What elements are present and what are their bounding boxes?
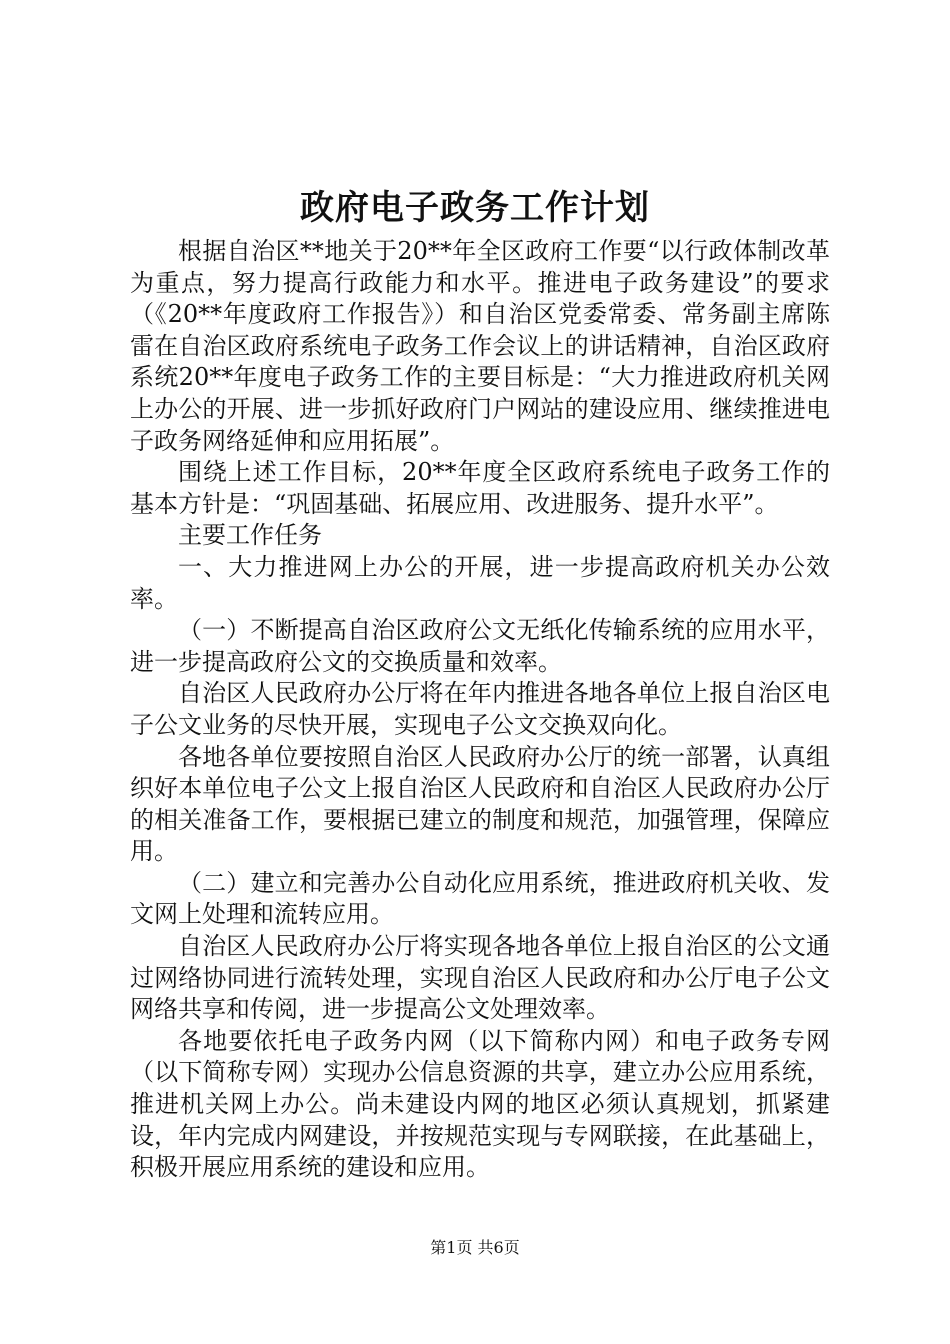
paragraph: 各地要依托电子政务内网（以下简称内网）和电子政务专网（以下简称专网）实现办公信息资源的共享，建立办公应用系统，推进机关网上办公。尚未建设内网的地区必须认真规划，抓紧建设，年内完成内网建设，并按规范实现与专网联接，在此基础上，积极开展应用系统的建设和应用。 (130, 1026, 830, 1182)
paragraph: 各地各单位要按照自治区人民政府办公厅的统一部署，认真组织好本单位电子公文上报自治区人民政府和自治区人民政府办公厅的相关准备工作，要根据已建立的制度和规范，加强管理，保障应用。 (130, 742, 830, 866)
page-footer: 第1页 共6页 (430, 1238, 520, 1257)
section-heading-main-tasks: 主要工作任务 (178, 521, 322, 550)
subsection-heading-1-1: （一）不断提高自治区政府公文无纸化传输系统的应用水平，进一步提高政府公文的交换质量和效率。 (130, 616, 830, 676)
document-body (130, 236, 830, 1184)
subsection-heading-1-2: （二）建立和完善办公自动化应用系统，推进政府机关收、发文网上处理和流转应用。 (130, 868, 830, 929)
section-heading-1: 一、大力推进网上办公的开展，进一步提高政府机关办公效率。 (130, 552, 830, 613)
document-title: 政府电子政务工作计划 (300, 188, 650, 228)
paragraph: 自治区人民政府办公厅将在年内推进各地各单位上报自治区电子公文业务的尽快开展，实现电子公文交换双向化。 (130, 679, 830, 739)
paragraph: 自治区人民政府办公厅将实现各地各单位上报自治区的公文通过网络协同进行流转处理，实现自治区人民政府和办公厅电子公文网络共享和传阅，进一步提高公文处理效率。 (130, 932, 830, 1024)
paragraph-guideline: 围绕上述工作目标，20**年度全区政府系统电子政务工作的基本方针是：“巩固基础、拓展应用、改进服务、提升水平”。 (130, 458, 830, 518)
paragraph-intro: 根据自治区**地关于20**年全区政府工作要“以行政体制改革为重点，努力提高行政能力和水平。推进电子政务建设”的要求（《20**年度政府工作报告》）和自治区党委常委、常务副主席陈雷在自治区政府系统电子政务工作会议上的讲话精神，自治区政府系统20**年度电子政务工作的主要目标是：“大力推进政府机关网上办公的开展、进一步抓好政府门户网站的建设应用、继续推进电子政务网络延伸和应用拓展”。 (130, 237, 830, 455)
